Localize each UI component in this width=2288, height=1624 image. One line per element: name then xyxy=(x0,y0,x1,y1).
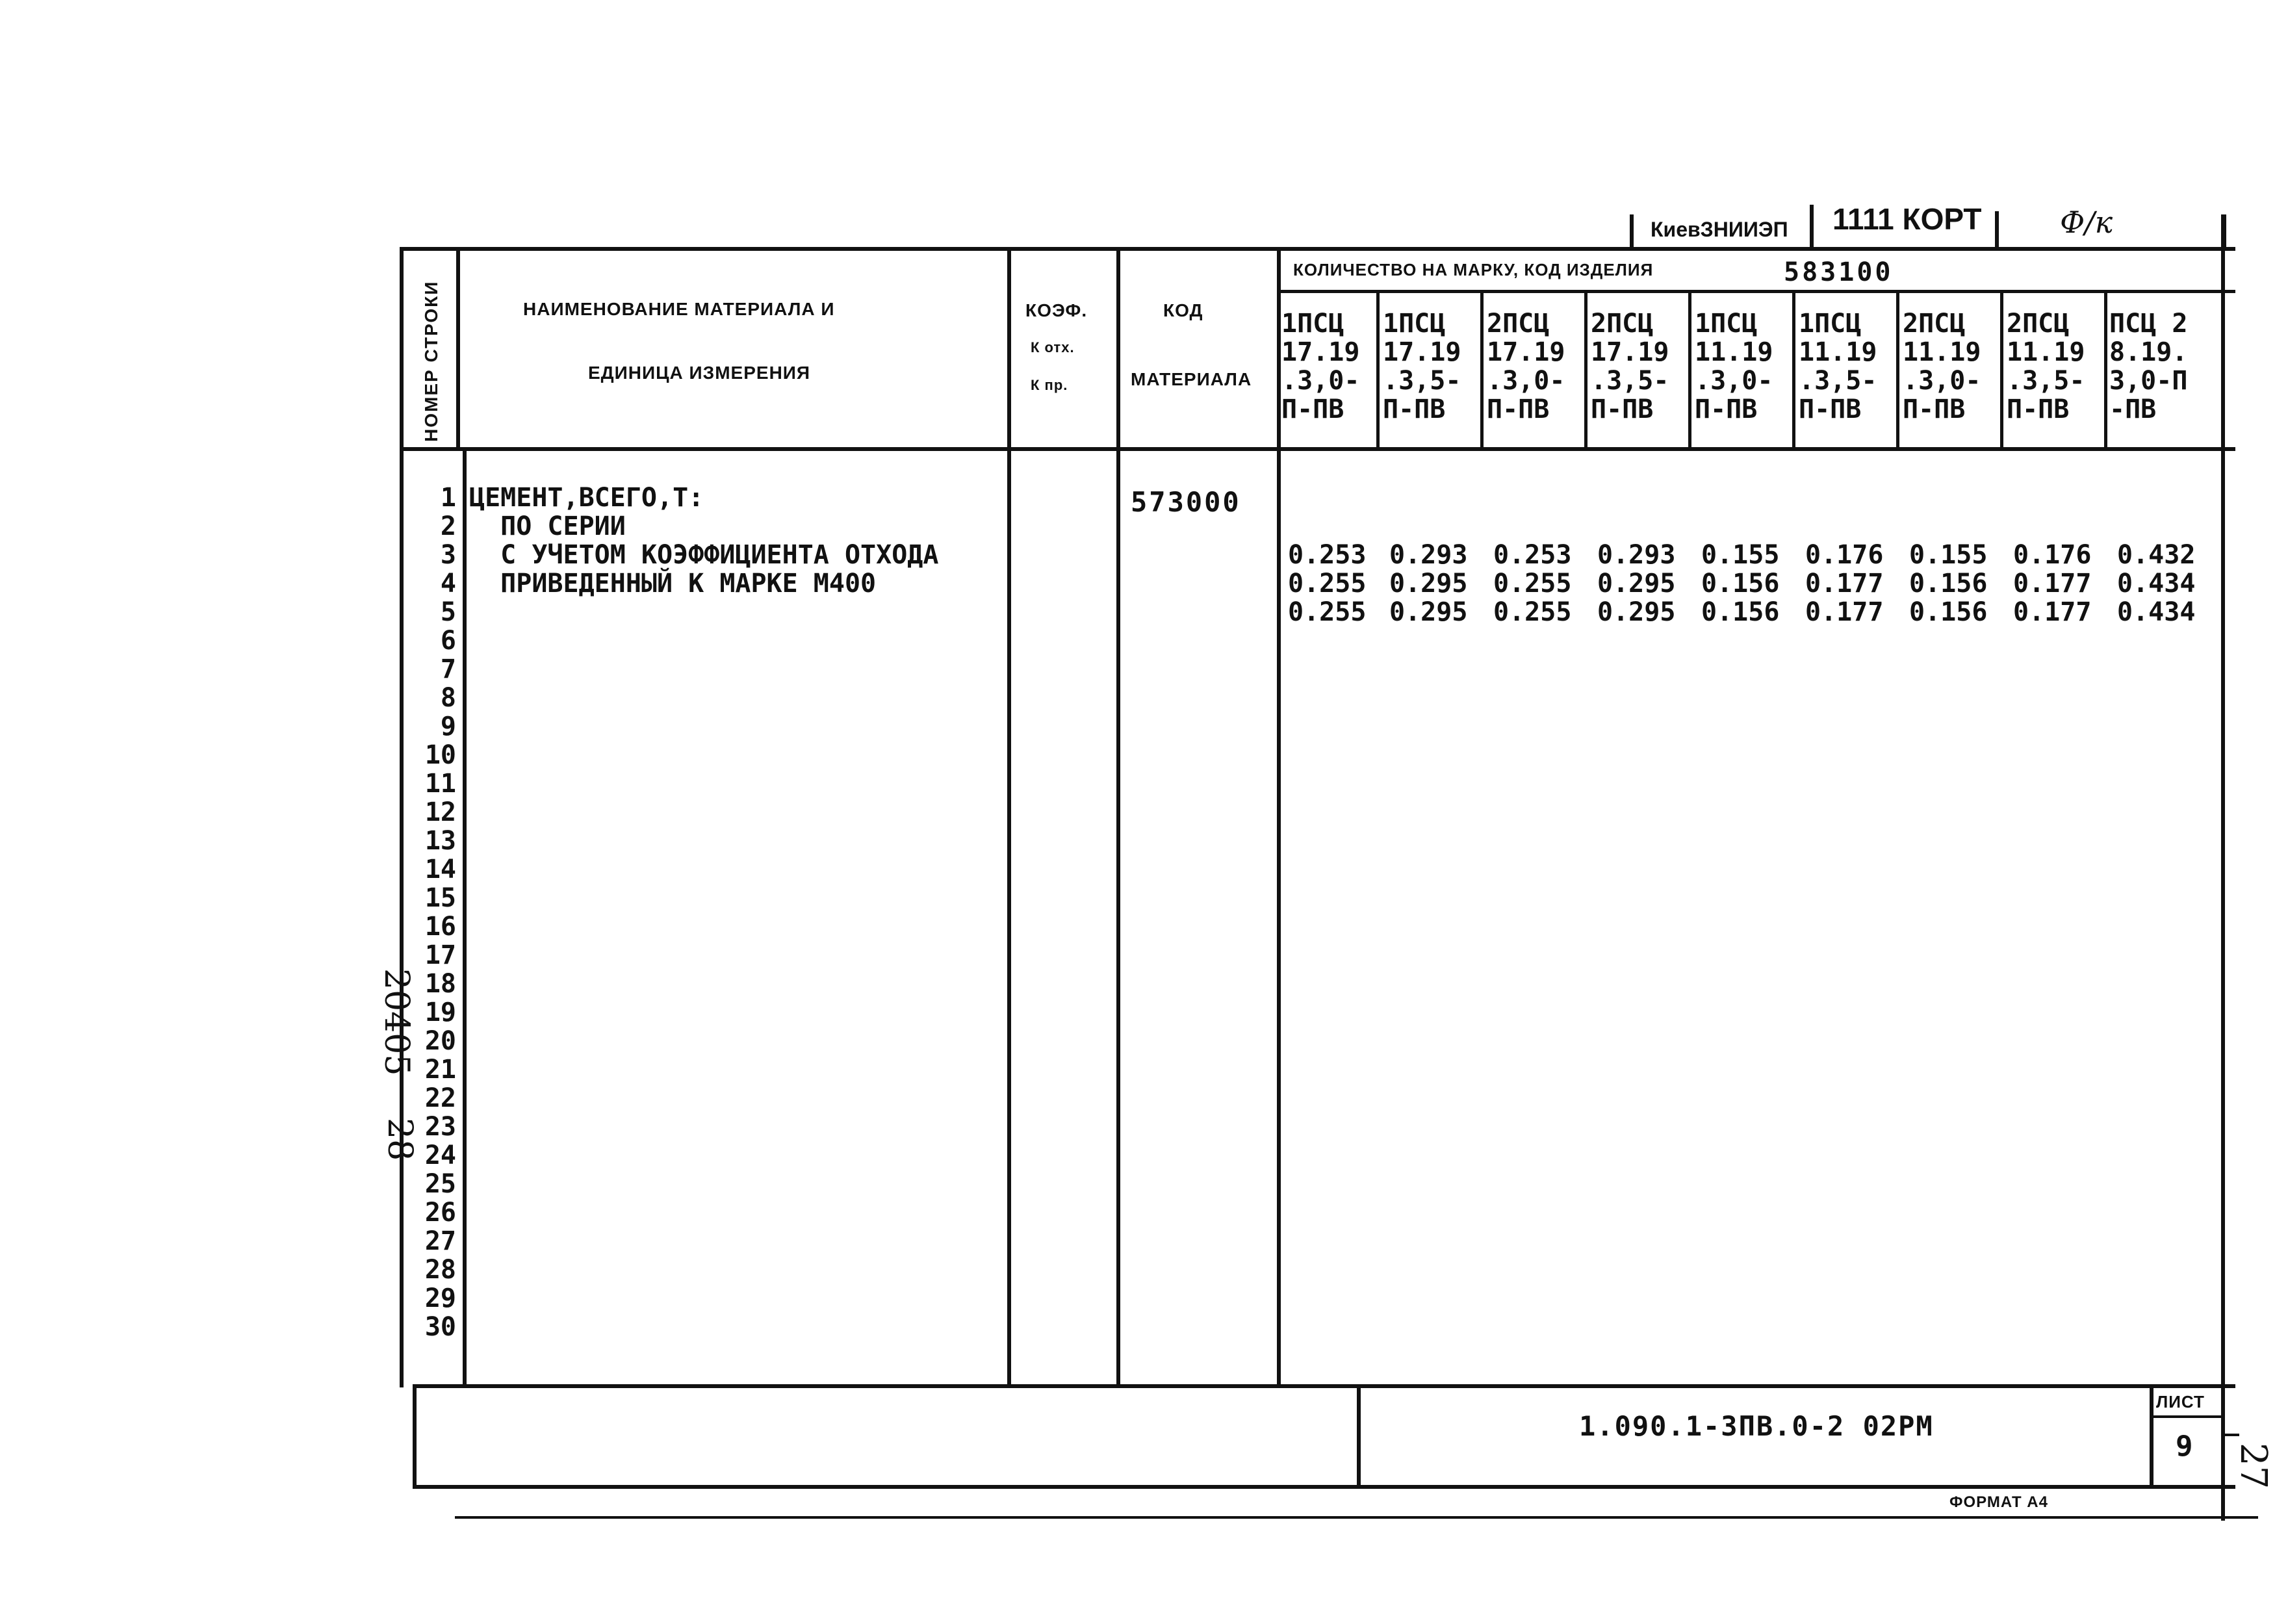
row-number: 22 xyxy=(424,1083,456,1113)
column-header-line: 1ПСЦ xyxy=(1281,309,1344,339)
row-number: 4 xyxy=(440,569,456,599)
quantity-value: 0.255 xyxy=(1288,569,1367,599)
column-header-line: 2ПСЦ xyxy=(1487,309,1550,339)
row-number: 6 xyxy=(440,626,456,656)
row-number: 24 xyxy=(424,1141,456,1170)
quantity-value: 0.176 xyxy=(2013,540,2092,570)
quantity-value: 0.156 xyxy=(1701,597,1780,627)
column-header-line: 11.19 xyxy=(1903,337,1981,367)
code-header-line2: МАТЕРИАЛА xyxy=(1131,369,1252,389)
material-name: ПО СЕРИИ xyxy=(469,511,626,541)
material-name: ПРИВЕДЕННЫЙ К МАРКЕ М400 xyxy=(469,569,877,599)
column-header-line: .3,0- xyxy=(1695,366,1773,396)
column-header-line: .3,0- xyxy=(1487,366,1565,396)
quantity-value: 0.255 xyxy=(1288,597,1367,627)
row-number: 16 xyxy=(424,912,456,942)
row-number: 11 xyxy=(424,769,456,799)
column-header-line: 17.19 xyxy=(1591,337,1669,367)
column-header-line: 1ПСЦ xyxy=(1383,309,1446,339)
quantity-value: 0.156 xyxy=(1701,569,1780,599)
quantity-value: 0.253 xyxy=(1288,540,1367,570)
column-header-line: 2ПСЦ xyxy=(2007,309,2070,339)
column-header-line: 11.19 xyxy=(1799,337,1877,367)
column-header-line: ПСЦ 2 xyxy=(2109,309,2188,339)
column-header-line: -ПВ xyxy=(2109,394,2157,424)
row-number: 2 xyxy=(440,511,456,541)
quantity-value: 0.432 xyxy=(2117,540,2196,570)
quantity-value: 0.295 xyxy=(1389,569,1468,599)
column-header-line: П-ПВ xyxy=(1591,394,1654,424)
quantity-column-header xyxy=(1591,309,1688,424)
row-number: 7 xyxy=(440,654,456,684)
column-header-line: 8.19. xyxy=(2109,337,2188,367)
column-header-line: 17.19 xyxy=(1487,337,1565,367)
column-header-line: П-ПВ xyxy=(1903,394,1966,424)
row-number: 15 xyxy=(424,883,456,913)
column-header-line: П-ПВ xyxy=(1799,394,1862,424)
product-code: 583100 xyxy=(1784,257,1894,287)
column-header-line: .3,5- xyxy=(1591,366,1669,396)
column-header-line: .3,0- xyxy=(1281,366,1360,396)
column-header-line: П-ПВ xyxy=(1383,394,1446,424)
row-number: 3 xyxy=(440,540,456,570)
quantity-column-header xyxy=(2007,309,2104,424)
row-number: 13 xyxy=(424,826,456,856)
quantity-column-header xyxy=(1281,309,1379,424)
quantity-value: 0.293 xyxy=(1389,540,1468,570)
code-header-line1: КОД xyxy=(1163,300,1203,320)
quantity-value: 0.155 xyxy=(1701,540,1780,570)
column-header-line: 11.19 xyxy=(2007,337,2085,367)
quantity-value: 0.177 xyxy=(1805,569,1884,599)
column-header-line: П-ПВ xyxy=(2007,394,2070,424)
quantity-value: 0.177 xyxy=(1805,597,1884,627)
stamp-org: КиевЗНИИЭП xyxy=(1651,218,1788,241)
quantity-value: 0.255 xyxy=(1493,597,1572,627)
column-header-line: 2ПСЦ xyxy=(1903,309,1966,339)
coef-header-line1: КОЭФ. xyxy=(1025,300,1088,320)
row-number: 10 xyxy=(424,740,456,770)
row-number: 1 xyxy=(440,483,456,513)
material-name-header-line1: НАИМЕНОВАНИЕ МАТЕРИАЛА И xyxy=(523,299,835,319)
stamp-signature: Ф/к xyxy=(2060,205,2113,240)
row-number: 17 xyxy=(424,940,456,970)
column-header-line: 1ПСЦ xyxy=(1799,309,1862,339)
column-header-line: 1ПСЦ xyxy=(1695,309,1758,339)
quantity-value: 0.295 xyxy=(1597,597,1676,627)
right-page-number: 27 xyxy=(2232,1443,2274,1489)
quantity-column-header xyxy=(1903,309,2000,424)
sheet-label: ЛИСТ xyxy=(2156,1392,2205,1411)
inventory-number: 20405 xyxy=(377,968,416,1076)
inventory-page: 28 xyxy=(380,1118,419,1161)
row-number: 18 xyxy=(424,969,456,999)
column-header-line: П-ПВ xyxy=(1695,394,1758,424)
material-name: С УЧЕТОМ КОЭФФИЦИЕНТА ОТХОДА xyxy=(469,540,939,570)
format-label: ФОРМАТ А4 xyxy=(1949,1493,2048,1511)
quantity-value: 0.155 xyxy=(1909,540,1988,570)
column-header-line: .3,5- xyxy=(1383,366,1461,396)
row-number: 27 xyxy=(424,1226,456,1256)
quantity-header: КОЛИЧЕСТВО НА МАРКУ, КОД ИЗДЕЛИЯ xyxy=(1293,260,1654,279)
row-number: 20 xyxy=(424,1026,456,1056)
row-number: 5 xyxy=(440,597,456,627)
row-number: 28 xyxy=(424,1255,456,1285)
coef-header-line3: К пр. xyxy=(1031,377,1068,393)
quantity-column-header xyxy=(2109,309,2207,424)
column-header-line: 3,0-П xyxy=(2109,366,2188,396)
material-name: ЦЕМЕНТ,ВСЕГО,Т: xyxy=(469,483,704,513)
sheet-number: 9 xyxy=(2176,1430,2193,1463)
row-number: 9 xyxy=(440,712,456,741)
material-code: 573000 xyxy=(1131,486,1241,518)
quantity-column-header xyxy=(1383,309,1480,424)
row-number: 26 xyxy=(424,1198,456,1228)
coef-header-line2: К отх. xyxy=(1031,339,1075,355)
column-header-line: П-ПВ xyxy=(1281,394,1344,424)
quantity-column-header xyxy=(1487,309,1584,424)
row-number: 8 xyxy=(440,683,456,713)
column-header-line: 2ПСЦ xyxy=(1591,309,1654,339)
column-header-line: 11.19 xyxy=(1695,337,1773,367)
quantity-value: 0.177 xyxy=(2013,597,2092,627)
column-header-line: 17.19 xyxy=(1281,337,1360,367)
quantity-value: 0.295 xyxy=(1597,569,1676,599)
stamp-dept: 1111 КОРТ xyxy=(1832,202,1982,236)
quantity-value: 0.293 xyxy=(1597,540,1676,570)
column-header-line: .3,5- xyxy=(1799,366,1877,396)
quantity-column-header xyxy=(1695,309,1792,424)
document-code: 1.090.1-3ПВ.0-2 02РМ xyxy=(1579,1410,1934,1442)
quantity-value: 0.434 xyxy=(2117,597,2196,627)
quantity-value: 0.176 xyxy=(1805,540,1884,570)
row-number: 14 xyxy=(424,855,456,884)
column-header-line: 17.19 xyxy=(1383,337,1461,367)
row-number: 29 xyxy=(424,1283,456,1313)
row-number: 30 xyxy=(424,1312,456,1342)
row-number: 21 xyxy=(424,1055,456,1085)
quantity-column-header xyxy=(1799,309,1896,424)
row-number: 19 xyxy=(424,998,456,1027)
row-number: 12 xyxy=(424,797,456,827)
material-name-header-line2: ЕДИНИЦА ИЗМЕРЕНИЯ xyxy=(588,363,811,383)
quantity-value: 0.177 xyxy=(2013,569,2092,599)
column-header-line: .3,5- xyxy=(2007,366,2085,396)
quantity-value: 0.295 xyxy=(1389,597,1468,627)
column-header-line: П-ПВ xyxy=(1487,394,1550,424)
quantity-value: 0.255 xyxy=(1493,569,1572,599)
quantity-value: 0.156 xyxy=(1909,597,1988,627)
row-number-header: НОМЕР СТРОКИ xyxy=(421,280,441,442)
quantity-value: 0.434 xyxy=(2117,569,2196,599)
row-number: 23 xyxy=(424,1112,456,1142)
quantity-value: 0.156 xyxy=(1909,569,1988,599)
column-header-line: .3,0- xyxy=(1903,366,1981,396)
quantity-value: 0.253 xyxy=(1493,540,1572,570)
row-number: 25 xyxy=(424,1169,456,1199)
